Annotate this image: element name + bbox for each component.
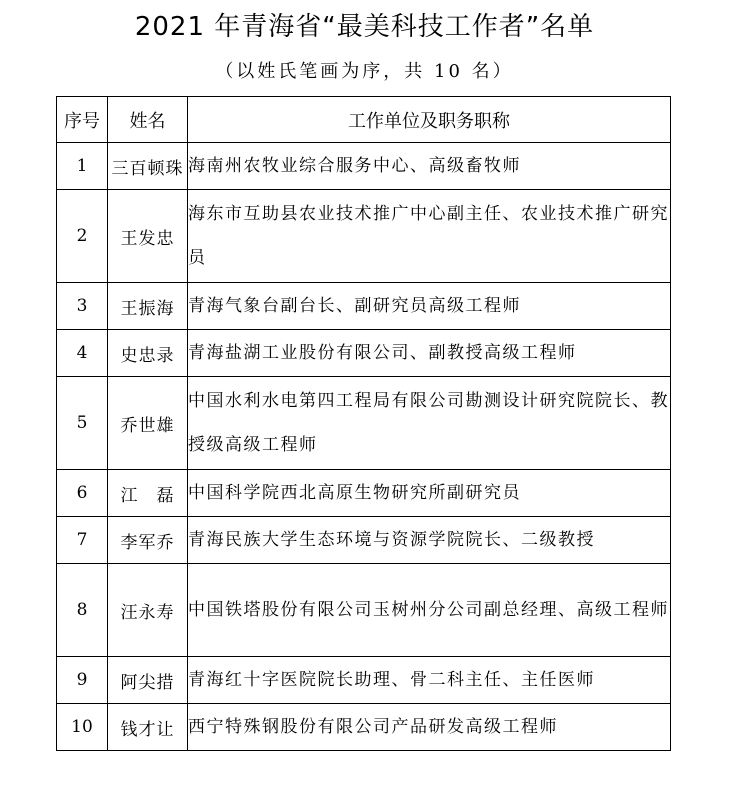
- row-number: 6: [57, 470, 108, 517]
- row-name: 王振海: [108, 283, 188, 330]
- row-number: 7: [57, 517, 108, 564]
- header-name: 姓名: [108, 97, 188, 143]
- row-name: 王发忠: [108, 190, 188, 283]
- row-name: 江 磊: [108, 470, 188, 517]
- row-workplace: 海东市互助县农业技术推广中心副主任、农业技术推广研究员: [188, 190, 671, 283]
- table-row: [57, 283, 671, 330]
- row-number: 1: [57, 143, 108, 190]
- row-number: 10: [57, 704, 108, 751]
- row-workplace: 海南州农牧业综合服务中心、高级畜牧师: [188, 143, 671, 190]
- row-workplace: 中国科学院西北高原生物研究所副研究员: [188, 470, 671, 517]
- table-row: [57, 377, 671, 470]
- row-workplace: 青海盐湖工业股份有限公司、副教授高级工程师: [188, 330, 671, 377]
- row-name: 汪永寿: [108, 564, 188, 657]
- row-number: 8: [57, 564, 108, 657]
- row-name: 钱才让: [108, 704, 188, 751]
- table-row: [57, 470, 671, 517]
- row-number: 3: [57, 283, 108, 330]
- table-header-row: [57, 97, 671, 143]
- row-workplace: 青海红十字医院院长助理、骨二科主任、主任医师: [188, 657, 671, 704]
- row-name: 三百顿珠: [108, 143, 188, 190]
- table-row: [57, 564, 671, 657]
- row-number: 5: [57, 377, 108, 470]
- table-row: [57, 330, 671, 377]
- row-name: 阿尖措: [108, 657, 188, 704]
- row-workplace: 西宁特殊钢股份有限公司产品研发高级工程师: [188, 704, 671, 751]
- row-name: 李军乔: [108, 517, 188, 564]
- row-number: 9: [57, 657, 108, 704]
- table-row: [57, 517, 671, 564]
- row-number: 2: [57, 190, 108, 283]
- row-name: 乔世雄: [108, 377, 188, 470]
- row-workplace: 青海气象台副台长、副研究员高级工程师: [188, 283, 671, 330]
- row-workplace: 中国铁塔股份有限公司玉树州分公司副总经理、高级工程师: [188, 564, 671, 657]
- roster-table: [56, 96, 671, 751]
- row-workplace: 青海民族大学生态环境与资源学院院长、二级教授: [188, 517, 671, 564]
- table-row: [57, 657, 671, 704]
- table-row: [57, 704, 671, 751]
- row-number: 4: [57, 330, 108, 377]
- document-title: 2021 年青海省“最美科技工作者”名单: [134, 12, 595, 42]
- row-workplace: 中国水利水电第四工程局有限公司勘测设计研究院院长、教授级高级工程师: [188, 377, 671, 470]
- table-row: [57, 190, 671, 283]
- header-number: 序号: [57, 97, 108, 143]
- document-subtitle: （以姓氏笔画为序，共 10 名）: [215, 61, 514, 82]
- header-workplace: 工作单位及职务职称: [188, 97, 671, 143]
- table-row: [57, 143, 671, 190]
- row-name: 史忠录: [108, 330, 188, 377]
